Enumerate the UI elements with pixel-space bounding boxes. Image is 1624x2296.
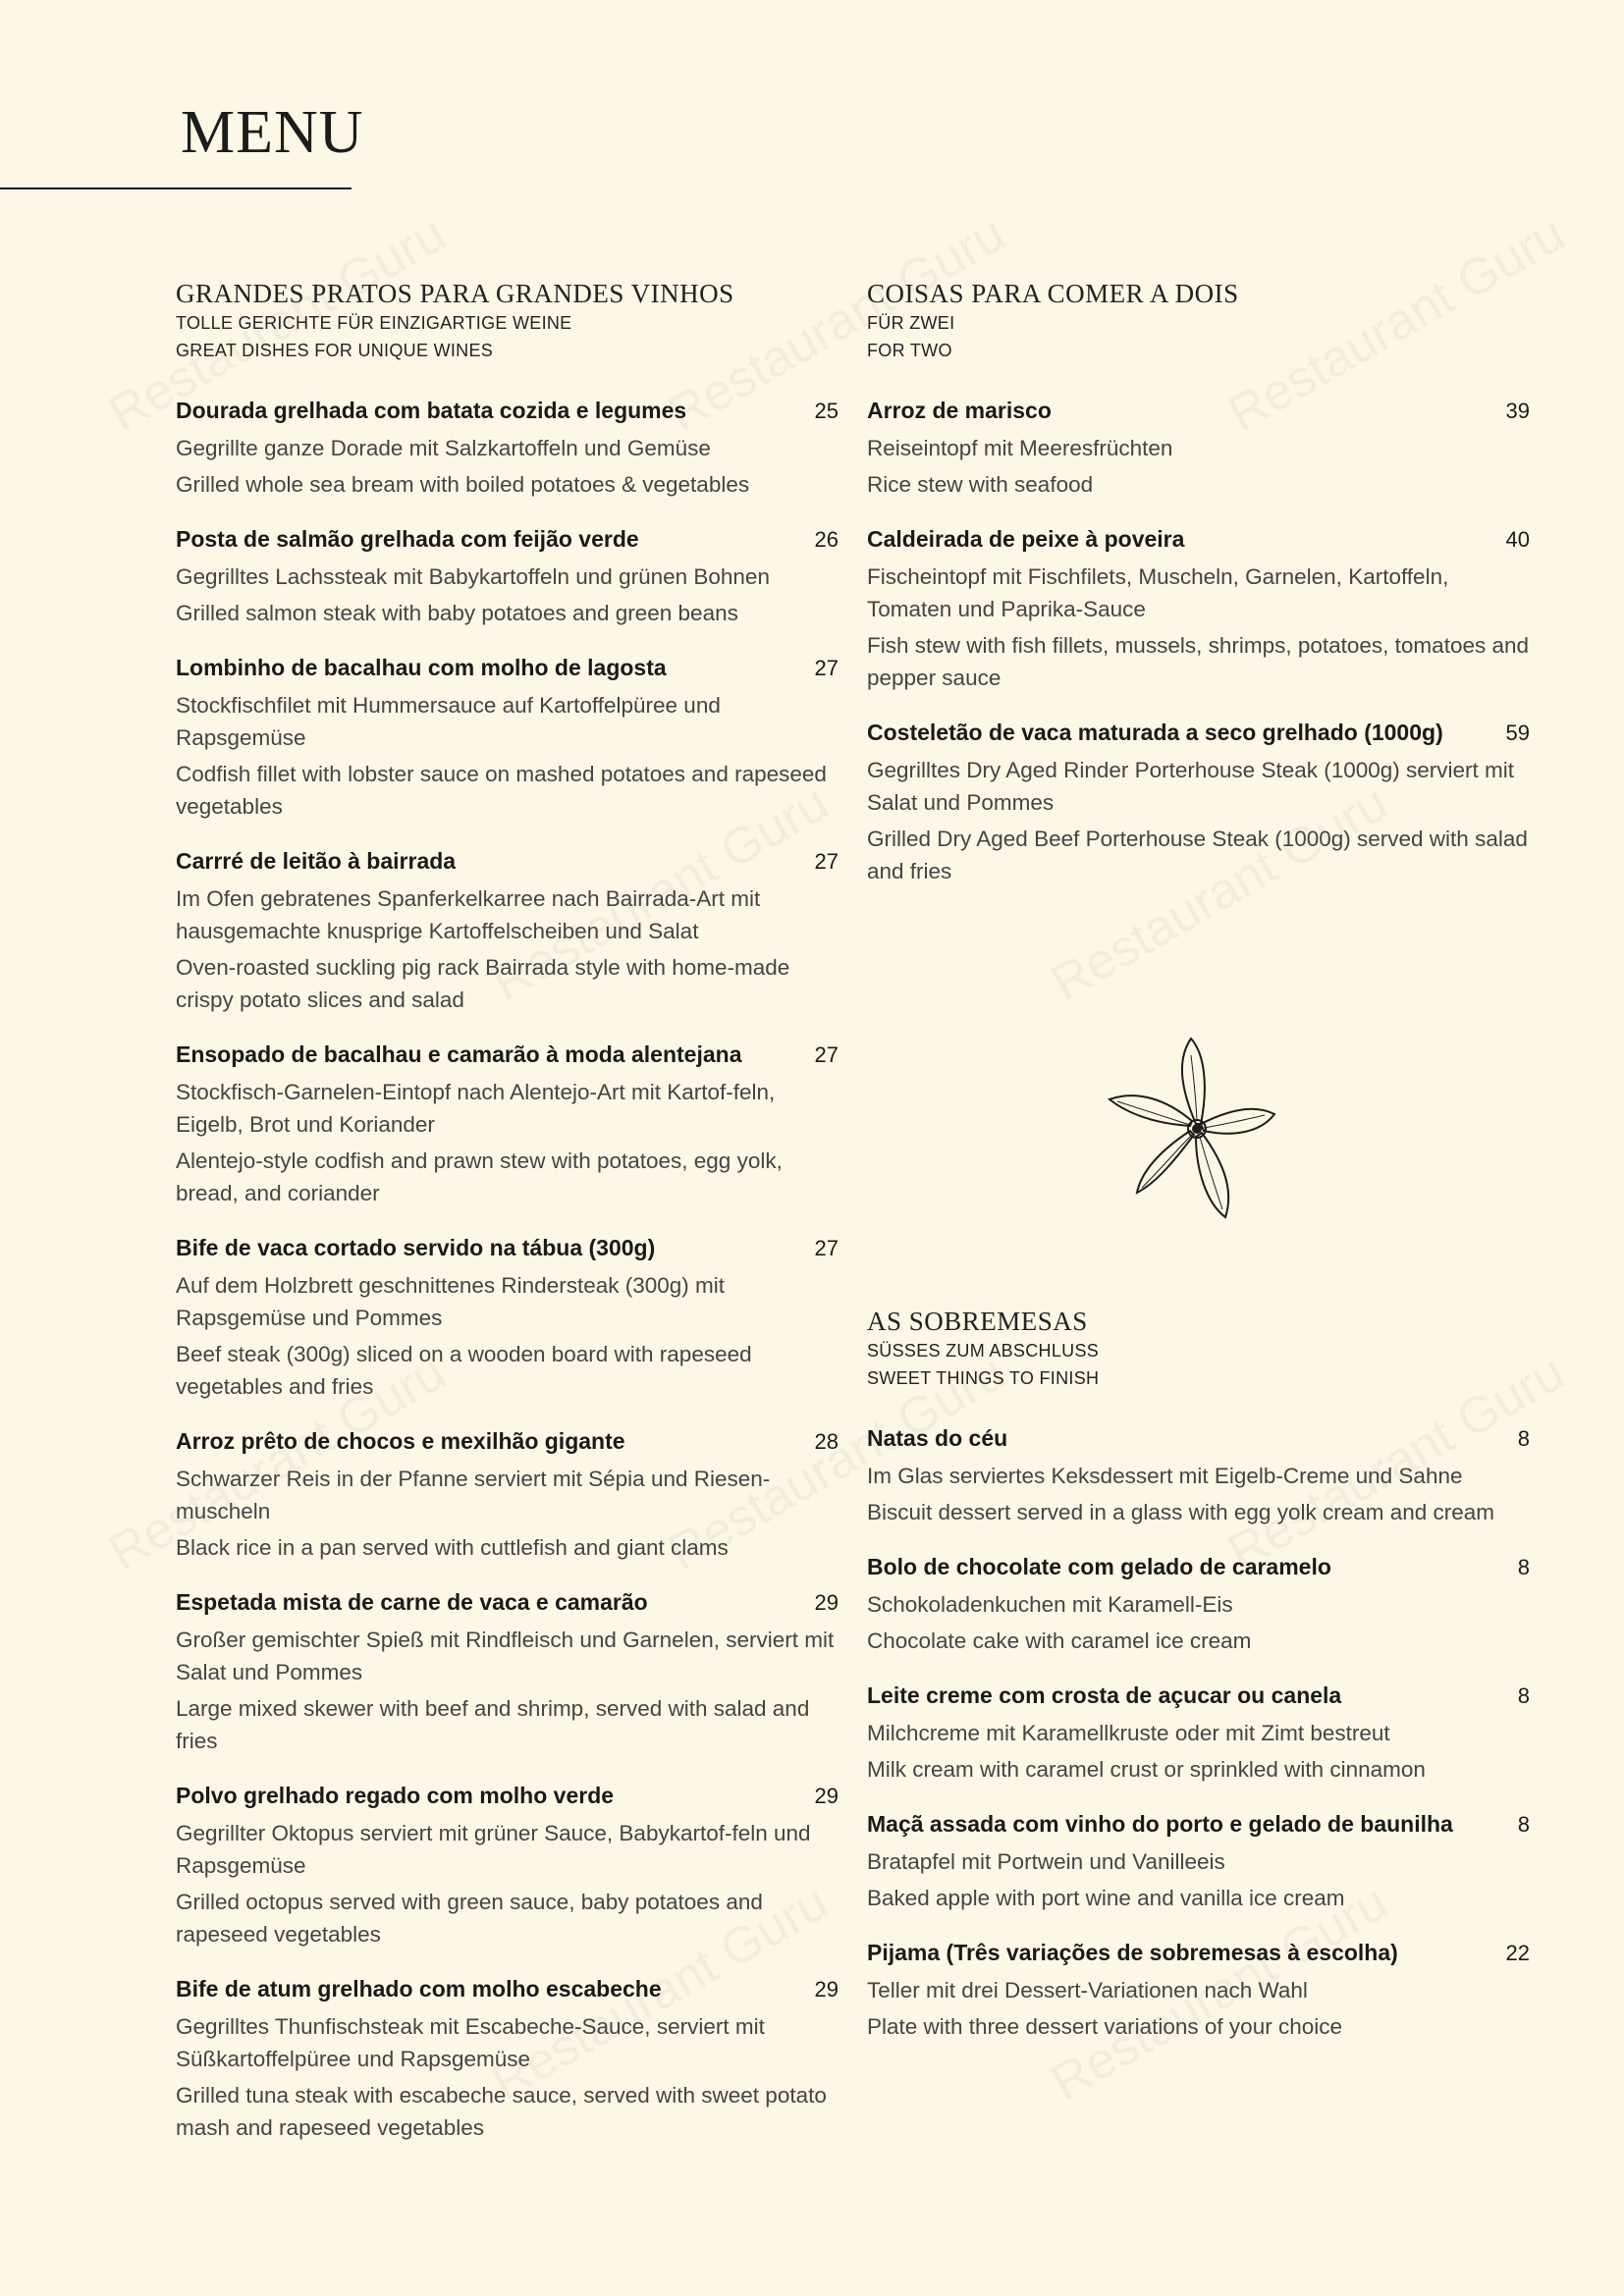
dish-name: Ensopado de bacalhau e camarão à moda alentejana — [176, 1041, 742, 1067]
section-subtitle-en: SWEET THINGS TO FINISH — [867, 1368, 1100, 1388]
menu-item-header — [176, 1231, 839, 1265]
dish-description-de: Reiseintopf mit Meeresfrüchten — [867, 436, 1173, 460]
menu-item-header — [867, 716, 1530, 750]
menu-item — [176, 1038, 839, 1209]
menu-item — [867, 394, 1530, 501]
dish-name: Pijama (Três variações de sobremesas à escolha) — [867, 1940, 1398, 1965]
dish-price: 39 — [1505, 399, 1530, 423]
menu-item-header — [867, 1936, 1530, 1970]
menu-item-header — [176, 1779, 839, 1813]
menu-item-header — [176, 1585, 839, 1620]
dish-price: 8 — [1517, 1426, 1530, 1451]
dish-price: 28 — [814, 1429, 839, 1454]
dish-name: Dourada grelhada com batata cozida e legumes — [176, 398, 687, 423]
menu-item-list — [867, 1421, 1530, 2043]
dish-description-en: Plate with three dessert variations of your choice — [867, 2014, 1342, 2039]
section-header — [867, 1306, 1530, 1392]
menu-item-header — [176, 522, 839, 557]
menu-item-header — [176, 1972, 839, 2006]
dish-description-de: Stockfisch-Garnelen-Eintopf nach Alentejo-Art mit Kartof-feln, Eigelb, Brot und Koriander — [176, 1080, 776, 1137]
dish-description-de: Stockfischfilet mit Hummersauce auf Kartoffelpüree und Rapsgemüse — [176, 693, 721, 750]
dish-description-en: Fish stew with fish fillets, mussels, shrimps, potatoes, tomatoes and pepper sauce — [867, 633, 1530, 690]
dish-description-de: Im Glas serviertes Keksdessert mit Eigelb-Creme und Sahne — [867, 1464, 1463, 1488]
dish-description-de: Teller mit drei Dessert-Variationen nach Wahl — [867, 1978, 1308, 2002]
dish-price: 29 — [814, 1977, 839, 2002]
dish-name: Bolo de chocolate com gelado de caramelo — [867, 1554, 1331, 1579]
menu-item-header — [867, 394, 1530, 428]
dish-description-de: Gegrilltes Lachssteak mit Babykartoffeln und grünen Bohnen — [176, 564, 770, 589]
dish-description-en: Large mixed skewer with beef and shrimp, served with salad and fries — [176, 1696, 810, 1753]
dish-name: Costeletão de vaca maturada a seco grelhado (1000g) — [867, 720, 1443, 745]
dish-description-en: Alentejo-style codfish and prawn stew with potatoes, egg yolk, bread, and coriander — [176, 1148, 783, 1205]
dish-name: Bife de vaca cortado servido na tábua (300g) — [176, 1235, 656, 1260]
dish-description-de: Gegrilltes Thunfischsteak mit Escabeche-Sauce, serviert mit Süßkartoffelpüree und Rapsgemüse — [176, 2014, 765, 2071]
dish-description-en: Grilled Dry Aged Beef Porterhouse Steak (1000g) served with salad and fries — [867, 827, 1528, 883]
dish-name: Leite creme com crosta de açucar ou canela — [867, 1682, 1342, 1708]
menu-item-header — [176, 844, 839, 879]
menu-item-header — [176, 1038, 839, 1072]
menu-item-header — [176, 651, 839, 685]
dish-description-en: Oven-roasted suckling pig rack Bairrada style with home-made crispy potato slices and salad — [176, 955, 790, 1012]
menu-item — [867, 1936, 1530, 2043]
menu-item-list — [176, 394, 839, 2144]
dish-description-en: Codfish fillet with lobster sauce on mashed potatoes and rapeseed vegetables — [176, 762, 827, 819]
menu-item-header — [176, 1424, 839, 1459]
menu-item — [176, 522, 839, 629]
dish-description-de: Bratapfel mit Portwein und Vanilleeis — [867, 1849, 1225, 1874]
dish-price: 26 — [814, 527, 839, 552]
dish-description-de: Schwarzer Reis in der Pfanne serviert mit Sépia und Riesen-muscheln — [176, 1467, 771, 1523]
dish-description-en: Milk cream with caramel crust or sprinkled with cinnamon — [867, 1757, 1426, 1782]
dish-description-de: Gegrillter Oktopus serviert mit grüner Sauce, Babykartof-feln und Rapsgemüse — [176, 1821, 811, 1878]
dish-price: 27 — [814, 656, 839, 680]
menu-item — [176, 1585, 839, 1757]
dish-description-de: Fischeintopf mit Fischfilets, Muscheln, Garnelen, Kartoffeln, Tomaten und Paprika-Sauce — [867, 564, 1449, 621]
menu-item — [867, 522, 1530, 694]
dish-description-en: Baked apple with port wine and vanilla ice cream — [867, 1886, 1345, 1910]
section-header — [867, 278, 1530, 364]
dish-price: 29 — [814, 1784, 839, 1808]
menu-item — [867, 1679, 1530, 1786]
dish-price: 8 — [1517, 1812, 1530, 1837]
dish-description-en: Chocolate cake with caramel ice cream — [867, 1629, 1252, 1653]
dish-name: Espetada mista de carne de vaca e camarão — [176, 1589, 648, 1615]
main-dishes-column — [176, 278, 839, 2165]
menu-item — [867, 1421, 1530, 1528]
dish-price: 27 — [814, 1236, 839, 1260]
dish-name: Polvo grelhado regado com molho verde — [176, 1783, 615, 1808]
dish-price: 8 — [1517, 1555, 1530, 1579]
menu-item — [176, 651, 839, 823]
menu-item — [867, 716, 1530, 887]
menu-item-header — [867, 1807, 1530, 1842]
page-title: MENU — [181, 99, 364, 166]
dish-name: Lombinho de bacalhau com molho de lagosta — [176, 655, 667, 680]
dish-description-en: Grilled salmon steak with baby potatoes and green beans — [176, 601, 738, 625]
menu-item-header — [176, 394, 839, 428]
menu-item-header — [867, 522, 1530, 557]
menu-item — [176, 1231, 839, 1403]
dish-description-de: Auf dem Holzbrett geschnittenes Rindersteak (300g) mit Rapsgemüse und Pommes — [176, 1273, 726, 1330]
dish-name: Carrré de leitão à bairrada — [176, 848, 457, 874]
section-subtitle-en: GREAT DISHES FOR UNIQUE WINES — [176, 341, 494, 360]
dish-description-en: Grilled octopus served with green sauce, baby potatoes and rapeseed vegetables — [176, 1890, 763, 1947]
dish-description-de: Gegrillte ganze Dorade mit Salzkartoffeln und Gemüse — [176, 436, 711, 460]
dish-description-de: Milchcreme mit Karamellkruste oder mit Zimt bestreut — [867, 1721, 1390, 1745]
dish-description-de: Im Ofen gebratenes Spanferkelkarree nach Bairrada-Art mit hausgemachte knusprige Kartoffelscheiben und Salat — [176, 886, 761, 943]
dish-price: 29 — [814, 1590, 839, 1615]
dish-name: Caldeirada de peixe à poveira — [867, 526, 1185, 552]
dish-price: 27 — [814, 1042, 839, 1067]
menu-item — [176, 1779, 839, 1950]
dish-description-en: Grilled tuna steak with escabeche sauce, served with sweet potato mash and rapeseed vegetables — [176, 2083, 827, 2140]
dish-price: 59 — [1505, 721, 1530, 745]
menu-item-header — [867, 1550, 1530, 1584]
dish-name: Maçã assada com vinho do porto e gelado de baunilha — [867, 1811, 1453, 1837]
dish-price: 25 — [814, 399, 839, 423]
section-title: GRANDES PRATOS PARA GRANDES VINHOS — [176, 279, 734, 308]
dish-description-de: Schokoladenkuchen mit Karamell-Eis — [867, 1592, 1233, 1617]
section-subtitle-en: FOR TWO — [867, 341, 952, 360]
menu-item — [176, 394, 839, 501]
dish-description-en: Biscuit dessert served in a glass with egg yolk cream and cream — [867, 1500, 1495, 1524]
section-title: COISAS PARA COMER A DOIS — [867, 279, 1239, 308]
for-two-column — [867, 278, 1530, 909]
menu-item — [867, 1550, 1530, 1657]
dish-description-de: Gegrilltes Dry Aged Rinder Porterhouse Steak (1000g) serviert mit Salat und Pommes — [867, 758, 1515, 815]
section-subtitle-de: FÜR ZWEI — [867, 313, 955, 333]
dish-description-en: Grilled whole sea bream with boiled potatoes & vegetables — [176, 472, 750, 497]
section-subtitle-de: SÜSSES ZUM ABSCHLUSS — [867, 1341, 1100, 1361]
dish-price: 8 — [1517, 1683, 1530, 1708]
dish-description-en: Rice stew with seafood — [867, 472, 1094, 497]
section-header — [176, 278, 839, 364]
title-divider — [0, 187, 352, 189]
dish-name: Bife de atum grelhado com molho escabeche — [176, 1976, 662, 2002]
menu-item — [176, 1424, 839, 1564]
dish-name: Natas do céu — [867, 1425, 1008, 1451]
flower-illustration-icon — [1098, 1031, 1294, 1227]
menu-item — [867, 1807, 1530, 1914]
menu-item — [176, 844, 839, 1016]
dish-description-en: Black rice in a pan served with cuttlefish and giant clams — [176, 1535, 729, 1560]
dish-price: 22 — [1505, 1941, 1530, 1965]
dish-name: Arroz de marisco — [867, 398, 1052, 423]
menu-item-header — [867, 1679, 1530, 1713]
menu-item — [176, 1972, 839, 2144]
section-title: AS SOBREMESAS — [867, 1307, 1088, 1336]
section-subtitle-de: TOLLE GERICHTE FÜR EINZIGARTIGE WEINE — [176, 313, 572, 333]
dish-description-en: Beef steak (300g) sliced on a wooden board with rapeseed vegetables and fries — [176, 1342, 752, 1399]
dish-price: 40 — [1505, 527, 1530, 552]
desserts-column — [867, 1306, 1530, 2064]
dish-price: 27 — [814, 849, 839, 874]
dish-name: Arroz prêto de chocos e mexilhão gigante — [176, 1428, 625, 1454]
menu-item-header — [867, 1421, 1530, 1456]
menu-item-list — [867, 394, 1530, 887]
dish-name: Posta de salmão grelhada com feijão verde — [176, 526, 639, 552]
dish-description-de: Großer gemischter Spieß mit Rindfleisch und Garnelen, serviert mit Salat und Pommes — [176, 1628, 835, 1684]
